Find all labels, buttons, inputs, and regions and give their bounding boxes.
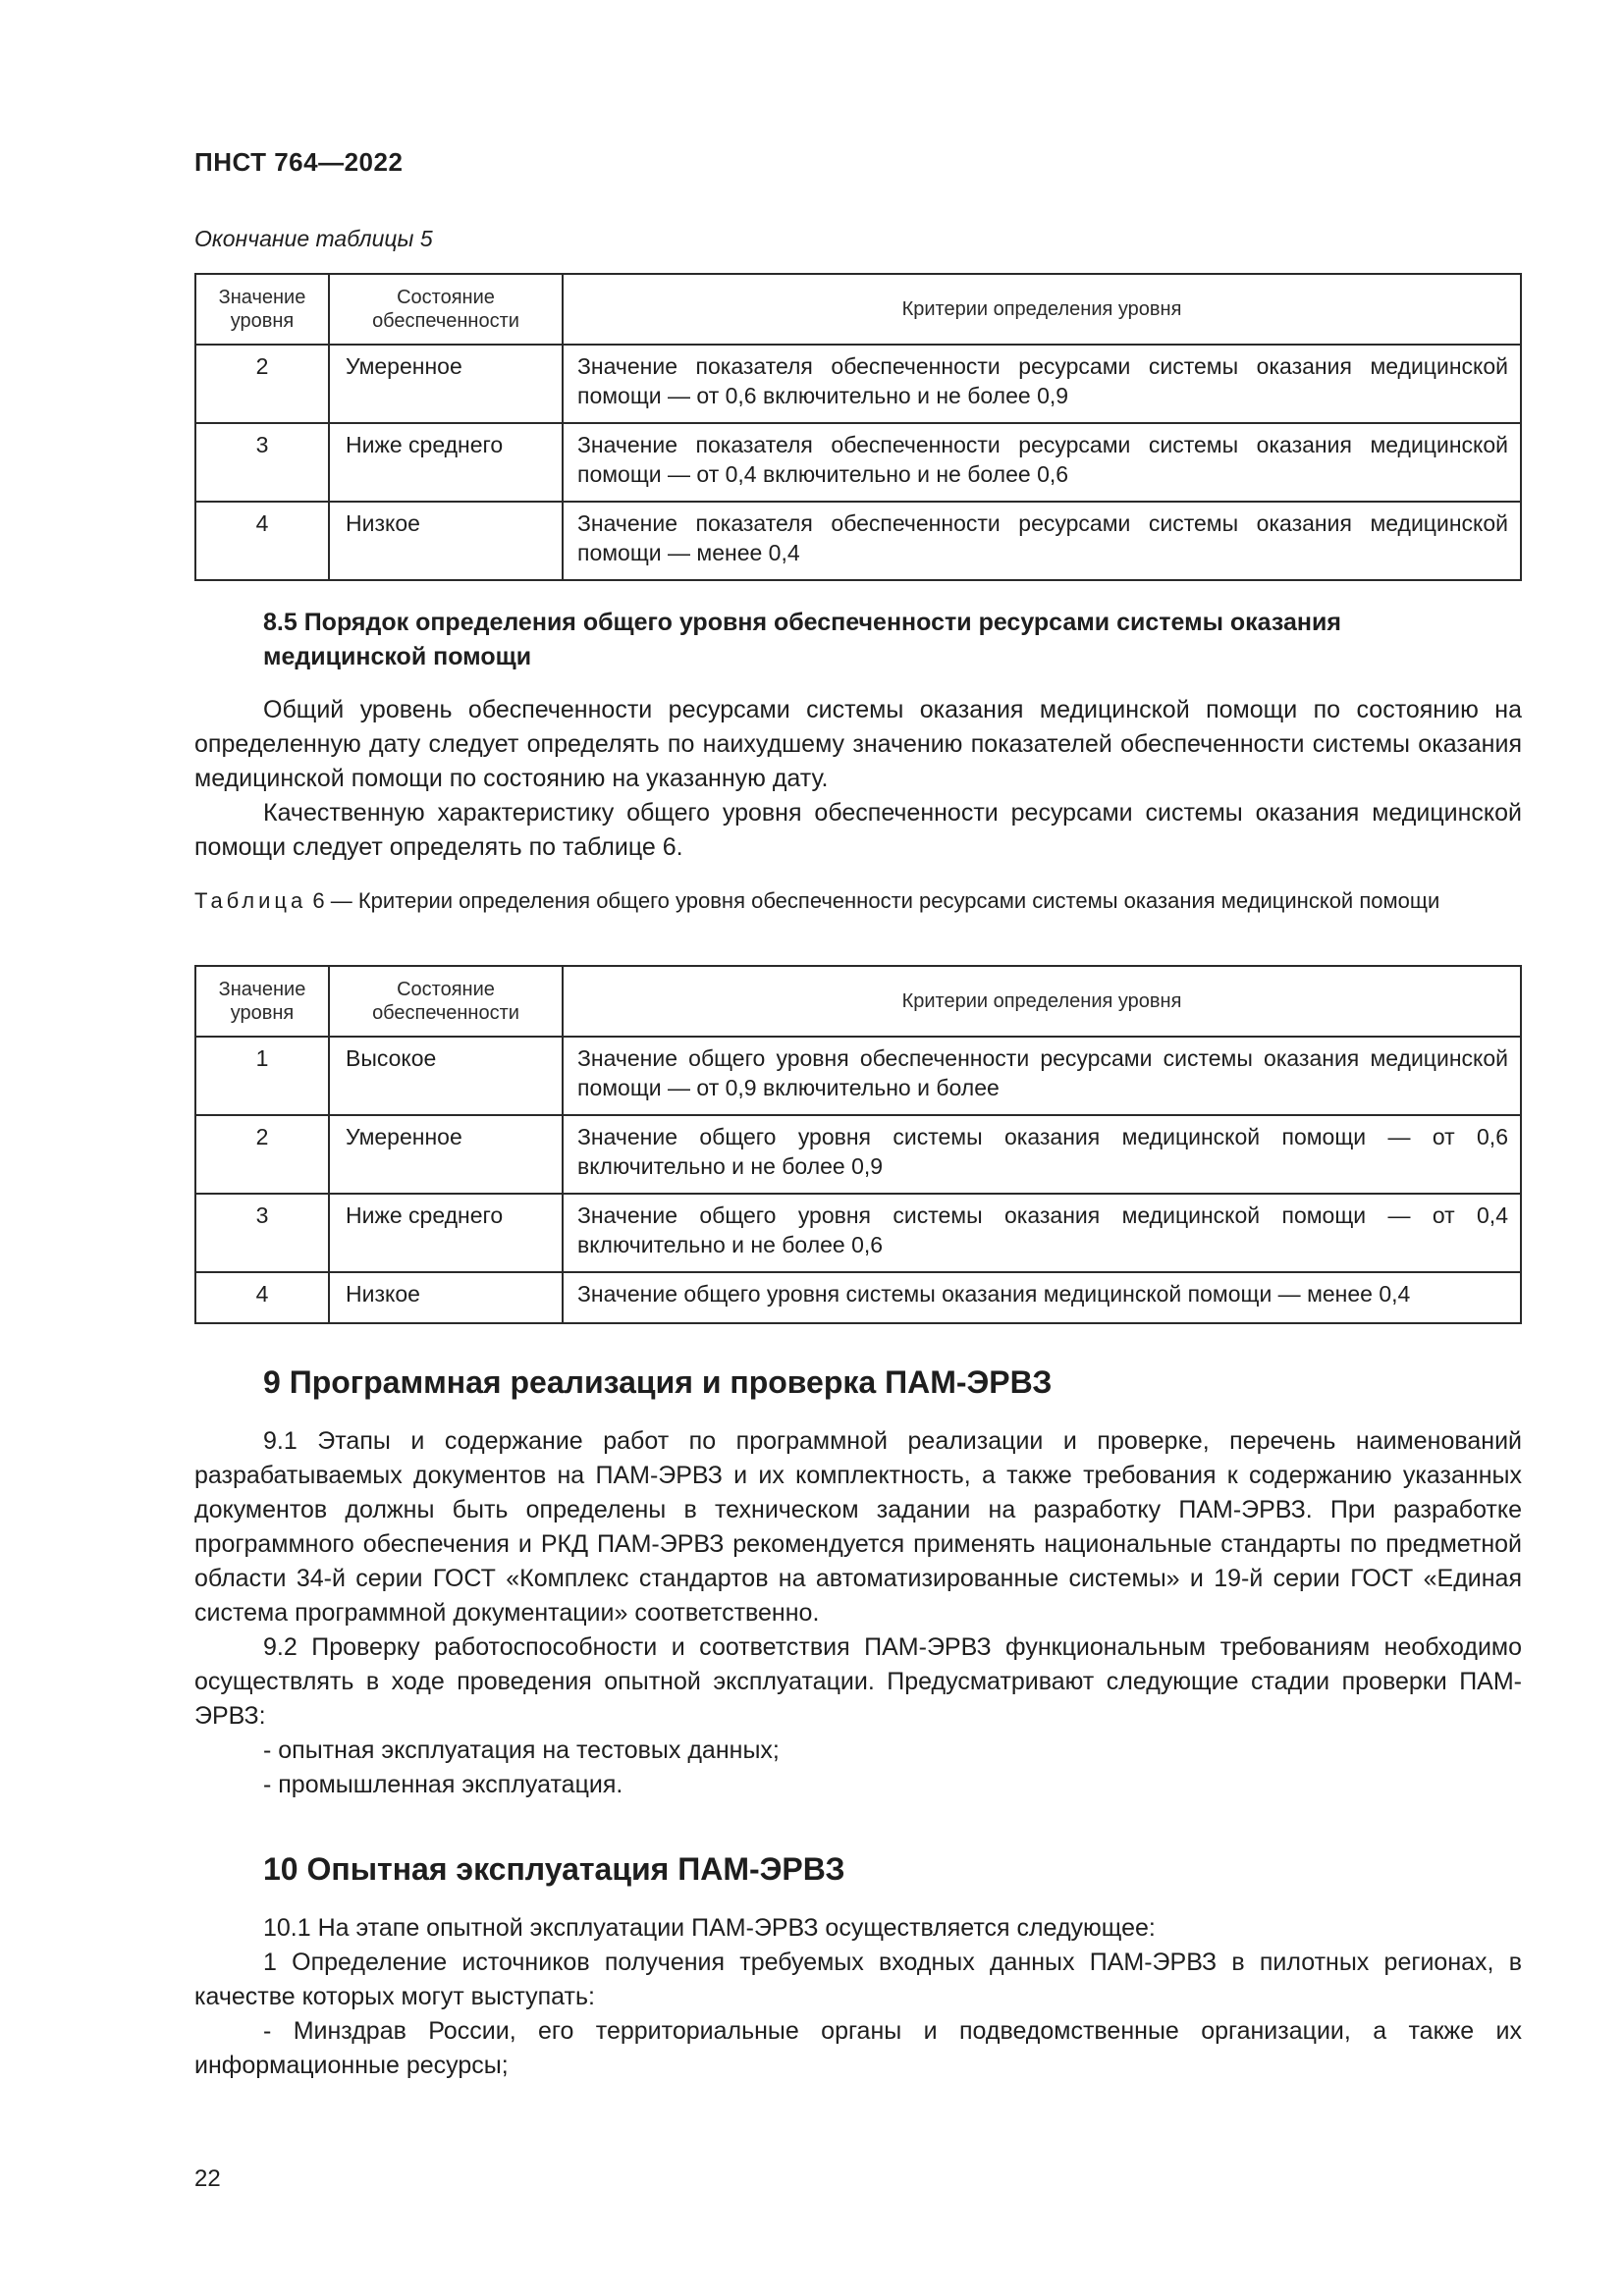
table-row xyxy=(195,1194,1521,1272)
cell-criteria: Значение показателя обеспеченности ресурсами системы оказания медицинской помощи — от 0,4 включительно и не более 0,6 xyxy=(563,423,1521,502)
section-8-5-heading: 8.5 Порядок определения общего уровня обеспеченности ресурсами системы оказания медицинской помощи xyxy=(263,609,1341,670)
cell-state: Ниже среднего xyxy=(329,1194,563,1272)
cell-state: Низкое xyxy=(329,502,563,580)
paragraph: Качественную характеристику общего уровня обеспеченности ресурсами системы оказания медицинской помощи следует определять по таблице 6. xyxy=(194,799,1522,861)
section-10-heading: 10 Опытная эксплуатация ПАМ-ЭРВЗ xyxy=(263,1851,845,1887)
section-9-heading: 9 Программная реализация и проверка ПАМ-ЭРВЗ xyxy=(263,1364,1053,1400)
list-item: - опытная эксплуатация на тестовых данных; xyxy=(263,1736,780,1764)
header-criteria: Критерии определения уровня xyxy=(563,966,1521,1037)
table-row xyxy=(195,345,1521,423)
header-level: Значение уровня xyxy=(195,966,329,1037)
paragraph-10-1: 10.1 На этапе опытной эксплуатации ПАМ-ЭРВЗ осуществляется следующее: xyxy=(263,1914,1156,1942)
cell-criteria: Значение показателя обеспеченности ресурсами системы оказания медицинской помощи — от 0,6 включительно и не более 0,9 xyxy=(563,345,1521,423)
table-header-row xyxy=(195,966,1521,1037)
header-state: Состояние обеспеченности xyxy=(329,274,563,345)
cell-level: 3 xyxy=(195,423,329,502)
table-row xyxy=(195,1272,1521,1323)
cell-criteria: Значение общего уровня обеспеченности ресурсами системы оказания медицинской помощи — от 0,9 включительно и более xyxy=(563,1037,1521,1115)
table-continuation-caption: Окончание таблицы 5 xyxy=(194,226,433,251)
page-number: 22 xyxy=(194,2165,221,2192)
cell-level: 3 xyxy=(195,1194,329,1272)
table-row xyxy=(195,423,1521,502)
paragraph: 1 Определение источников получения требуемых входных данных ПАМ-ЭРВЗ в пилотных регионах, в качестве которых могут выступать: xyxy=(194,1949,1522,2010)
table-caption-label: Таблица xyxy=(194,888,307,913)
cell-level: 2 xyxy=(195,345,329,423)
cell-state: Ниже среднего xyxy=(329,423,563,502)
paragraph-9-1: 9.1 Этапы и содержание работ по программной реализации и проверке, перечень наименований разрабатываемых документов на ПАМ-ЭРВЗ и их комплектность, а также требования к содержанию указанных документов должны быть определены в техническом задании на разработку ПАМ-ЭРВЗ. При разработке программного обеспечения и РКД ПАМ-ЭРВЗ рекомендуется применять национальные стандарты по предметной области 34-й серии ГОСТ «Комплекс стандартов на автоматизированные системы» и 19-й серии ГОСТ «Единая система программной документации» соответственно. xyxy=(194,1427,1522,1627)
table-caption-text: 6 — Критерии определения общего уровня обеспеченности ресурсами системы оказания медицинской помощи xyxy=(312,888,1440,913)
table-6 xyxy=(194,965,1522,1324)
cell-criteria: Значение общего уровня системы оказания медицинской помощи — менее 0,4 xyxy=(563,1272,1521,1323)
cell-criteria: Значение общего уровня системы оказания медицинской помощи — от 0,4 включительно и не более 0,6 xyxy=(563,1194,1521,1272)
list-item: - Минздрав России, его территориальные органы и подведомственные организации, а также их информационные ресурсы; xyxy=(194,2017,1522,2079)
cell-state: Умеренное xyxy=(329,1115,563,1194)
table-row xyxy=(195,1115,1521,1194)
list-item: - промышленная эксплуатация. xyxy=(263,1771,623,1798)
cell-state: Умеренное xyxy=(329,345,563,423)
section-8-5-body xyxy=(194,693,1522,865)
paragraph-9-2: 9.2 Проверку работоспособности и соответствия ПАМ-ЭРВЗ функциональным требованиям необходимо осуществлять в ходе проведения опытной эксплуатации. Предусматривают следующие стадии проверки ПАМ-ЭРВЗ: xyxy=(194,1633,1522,1730)
paragraph: Общий уровень обеспеченности ресурсами системы оказания медицинской помощи по состоянию на определенную дату следует определять по наихудшему значению показателей обеспеченности системы оказания медицинской помощи по состоянию на указанную дату. xyxy=(194,696,1522,792)
table-header-row xyxy=(195,274,1521,345)
header-criteria: Критерии определения уровня xyxy=(563,274,1521,345)
cell-state: Низкое xyxy=(329,1272,563,1323)
table-row xyxy=(195,1037,1521,1115)
cell-criteria: Значение показателя обеспеченности ресурсами системы оказания медицинской помощи — менее 0,4 xyxy=(563,502,1521,580)
table-5 xyxy=(194,273,1522,581)
cell-criteria: Значение общего уровня системы оказания медицинской помощи — от 0,6 включительно и не более 0,9 xyxy=(563,1115,1521,1194)
header-level: Значение уровня xyxy=(195,274,329,345)
cell-level: 2 xyxy=(195,1115,329,1194)
cell-level: 4 xyxy=(195,502,329,580)
cell-level: 4 xyxy=(195,1272,329,1323)
document-code: ПНСТ 764—2022 xyxy=(194,147,404,177)
cell-state: Высокое xyxy=(329,1037,563,1115)
section-9-body xyxy=(194,1424,1522,1802)
table-row xyxy=(195,502,1521,580)
section-10-body xyxy=(194,1911,1522,2083)
header-state: Состояние обеспеченности xyxy=(329,966,563,1037)
table-6-caption xyxy=(194,885,1522,917)
cell-level: 1 xyxy=(195,1037,329,1115)
